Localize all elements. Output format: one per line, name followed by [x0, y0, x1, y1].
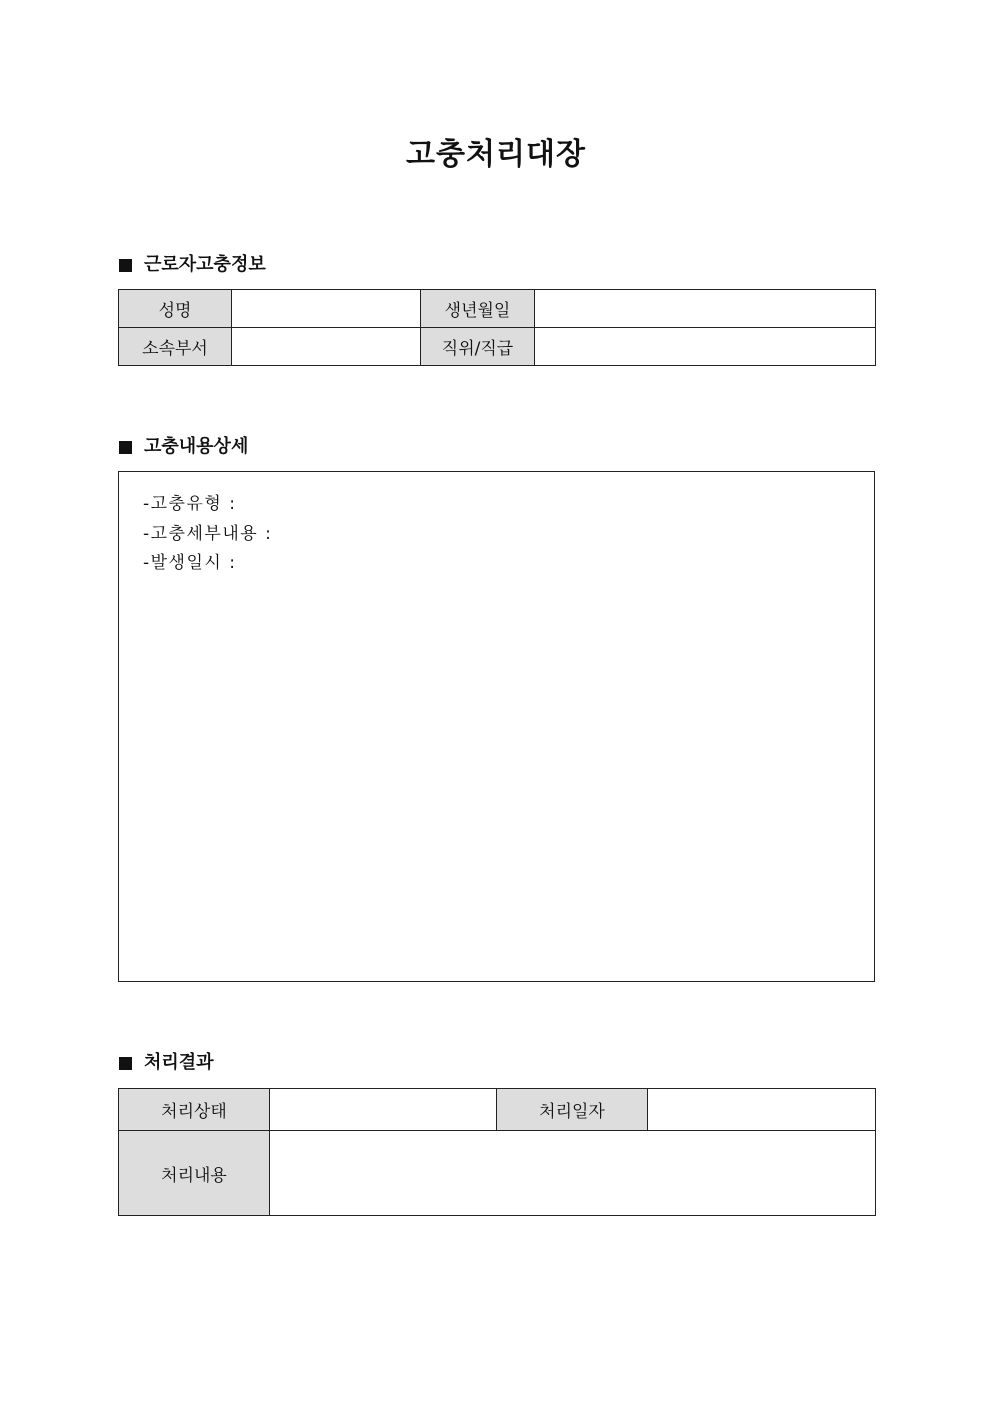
grievance-type-line: -고충유형 :: [143, 494, 237, 514]
grievance-detail-lines: [143, 490, 272, 579]
process-date-field[interactable]: [648, 1089, 876, 1131]
status-field[interactable]: [270, 1089, 497, 1131]
name-field[interactable]: [232, 290, 421, 328]
table-row: [119, 290, 876, 328]
square-bullet-icon: [119, 441, 132, 454]
grievance-detail-heading: [119, 434, 248, 460]
result-table: [118, 1088, 876, 1216]
department-label: 소속부서: [119, 328, 232, 366]
department-field[interactable]: [232, 328, 421, 366]
square-bullet-icon: [119, 259, 132, 272]
status-label: 처리상태: [119, 1089, 270, 1131]
grievance-detail-heading-label: 고충내용상세: [144, 436, 249, 457]
process-content-field[interactable]: [270, 1131, 876, 1216]
grievance-content-line: -고충세부내용 :: [143, 523, 273, 544]
name-label: 성명: [119, 290, 232, 328]
worker-info-heading: [119, 252, 266, 278]
occurrence-date-line: -발생일시 :: [143, 553, 237, 573]
table-row: [119, 1131, 876, 1216]
result-heading: [119, 1050, 214, 1076]
birth-date-label: 생년월일: [421, 290, 535, 328]
grievance-detail-box[interactable]: [118, 471, 875, 982]
birth-date-field[interactable]: [535, 290, 876, 328]
table-row: [119, 328, 876, 366]
document-title: 고충처리대장: [406, 137, 586, 172]
process-date-label: 처리일자: [497, 1089, 648, 1131]
position-field[interactable]: [535, 328, 876, 366]
square-bullet-icon: [119, 1057, 132, 1070]
table-row: [119, 1089, 876, 1131]
position-label: 직위/직급: [421, 328, 535, 366]
result-heading-label: 처리결과: [144, 1052, 214, 1073]
worker-info-table: [118, 289, 876, 366]
process-content-label: 처리내용: [119, 1131, 270, 1216]
worker-info-heading-label: 근로자고충정보: [144, 254, 266, 275]
